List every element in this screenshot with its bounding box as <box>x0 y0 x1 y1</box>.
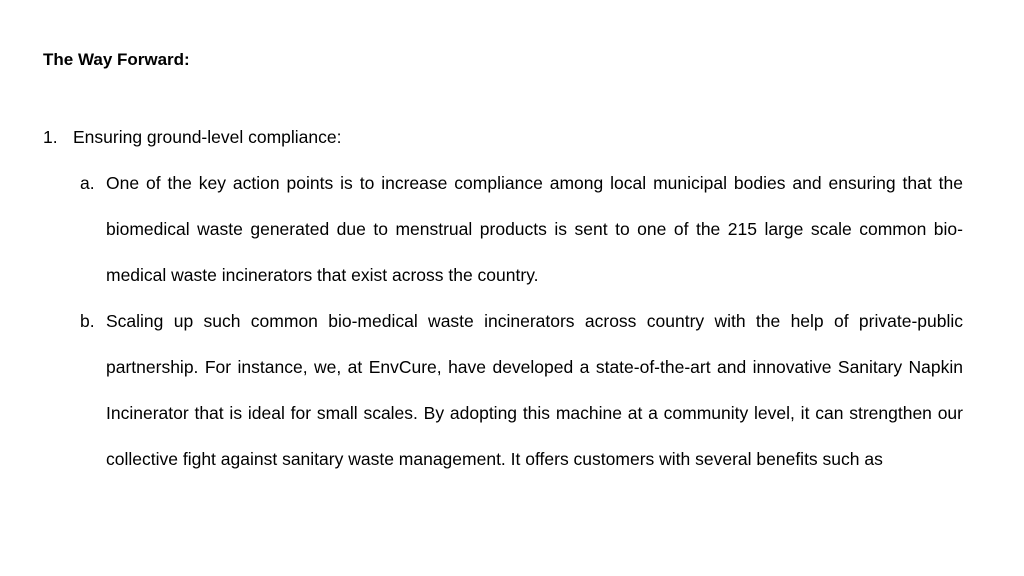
list-item-1 <box>43 125 341 149</box>
section-heading: The Way Forward: <box>43 50 190 69</box>
list-number: 1. <box>43 127 58 147</box>
sub-list-item-b <box>80 298 963 482</box>
sub-list-marker: b. <box>80 311 95 331</box>
sub-list-text: One of the key action points is to increase compliance among local municipal bodies and ensuring that the biomedical waste generated due to menstrual products is sent to one of the 215 large scale common bio-medical waste incinerators that exist across the country. <box>106 173 963 285</box>
list-item-title: Ensuring ground-level compliance: <box>73 127 342 147</box>
sub-list-item-a <box>80 160 963 298</box>
sub-list-marker: a. <box>80 173 95 193</box>
sub-list-text: Scaling up such common bio-medical waste incinerators across country with the help of private-public partnership. For instance, we, at EnvCure, have developed a state-of-the-art and innovative Sanitary Napkin Incinerator that is ideal for small scales. By adopting this machine at a community level, it can strengthen our collective fight against sanitary waste management. It offers customers with several benefits such as <box>106 311 963 469</box>
